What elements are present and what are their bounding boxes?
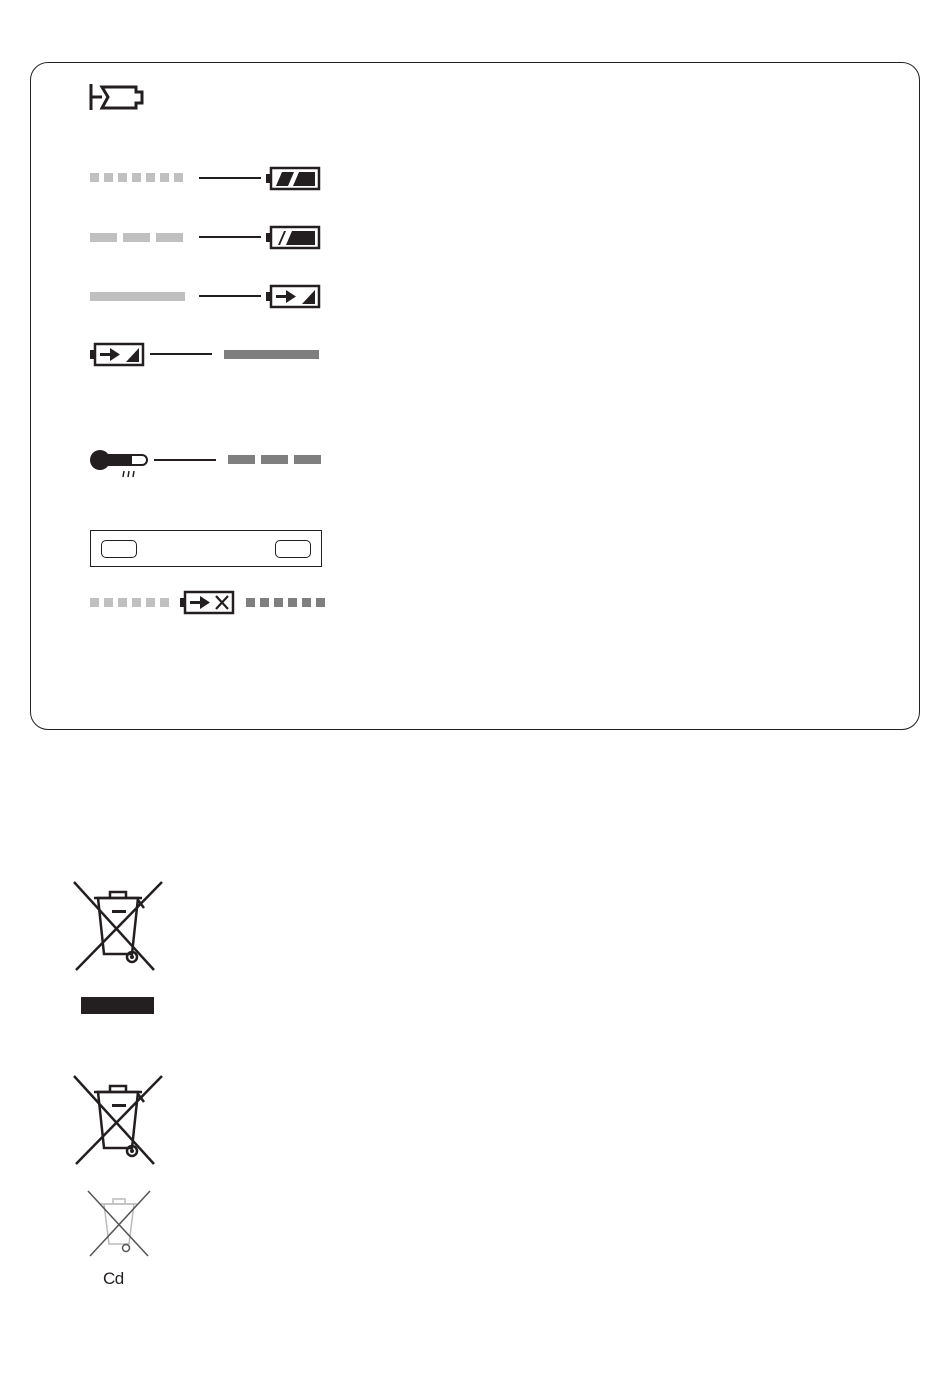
thermometer-icon xyxy=(88,448,150,480)
led-error-indicator-left xyxy=(90,598,174,607)
right-indicator-window xyxy=(275,540,311,558)
left-indicator-window xyxy=(101,540,137,558)
led-error-indicator-right xyxy=(246,598,330,607)
battery-partial-icon xyxy=(264,225,322,251)
plug-icon xyxy=(88,82,148,114)
connector-line xyxy=(150,353,212,355)
connector-line xyxy=(154,459,216,461)
led-steady-indicator xyxy=(90,292,185,301)
connector-line xyxy=(199,295,261,297)
battery-indicator-panel xyxy=(30,62,920,730)
led-charged-indicator xyxy=(224,350,319,359)
led-blinking-indicator xyxy=(90,173,188,182)
connector-line xyxy=(199,177,261,179)
battery-charging-icon xyxy=(88,342,146,368)
crossed-bin-cadmium-icon xyxy=(84,1188,154,1260)
cadmium-label: Cd xyxy=(103,1269,124,1288)
battery-charging-icon xyxy=(264,284,322,310)
crossed-bin-icon xyxy=(68,1072,168,1170)
connector-line xyxy=(199,236,261,238)
battery-full-icon xyxy=(264,166,322,192)
charger-front-panel xyxy=(90,530,322,567)
crossed-bin-icon xyxy=(68,878,168,976)
led-slow-blink-indicator xyxy=(90,233,189,242)
battery-error-icon xyxy=(178,590,236,616)
weee-date-bar xyxy=(81,997,154,1014)
led-temperature-indicator xyxy=(228,455,327,464)
